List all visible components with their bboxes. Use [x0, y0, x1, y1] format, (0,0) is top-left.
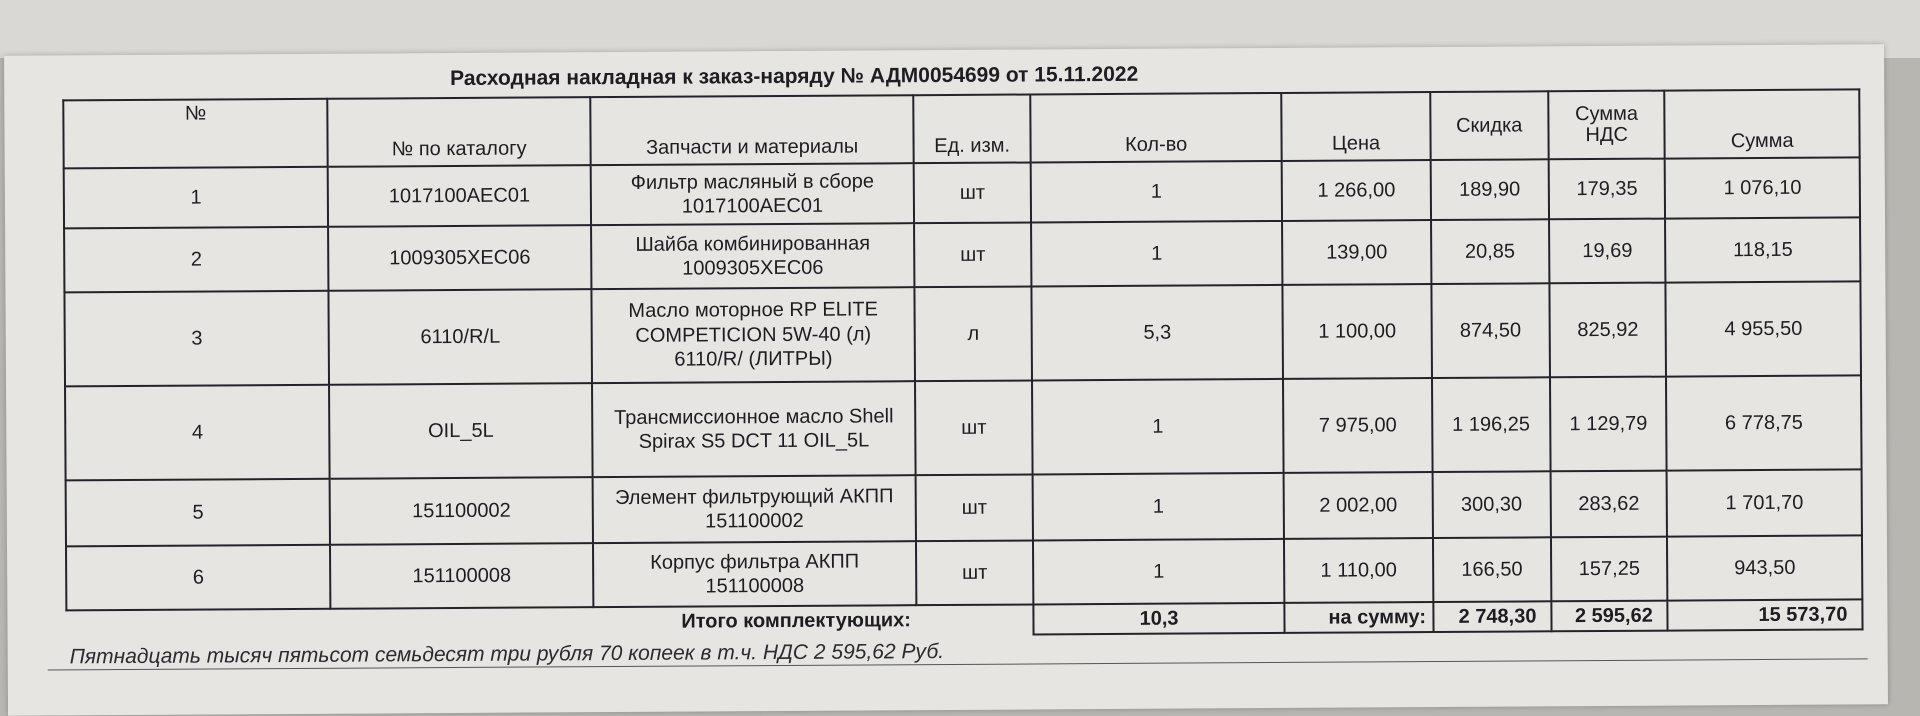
cell-discount: 300,30 — [1432, 471, 1551, 538]
table-row — [64, 217, 1860, 292]
totals-label: Итого комплектующих: — [681, 609, 911, 633]
totals-qty: 10,3 — [1033, 603, 1285, 635]
cell-catalog: 151100008 — [330, 543, 593, 609]
cell-catalog: OIL_5L — [329, 383, 592, 479]
cell-price: 139,00 — [1283, 220, 1431, 285]
cell-num: 6 — [66, 545, 331, 611]
cell-num: 3 — [64, 291, 329, 387]
cell-num: 1 — [64, 167, 329, 229]
cell-qty: 1 — [1031, 221, 1283, 287]
document-title: Расходная накладная к заказ-наряду № АДМ0054699 от 15.11.2022 — [449, 62, 1139, 91]
cell-catalog: 151100002 — [330, 477, 593, 545]
cell-catalog: 1017100AEC01 — [328, 165, 591, 227]
cell-num: 5 — [66, 479, 331, 547]
cell-qty: 1 — [1032, 379, 1284, 475]
cell-discount: 1 196,25 — [1432, 377, 1551, 472]
table-row — [64, 157, 1860, 228]
table-row — [64, 281, 1861, 386]
invoice-table — [62, 88, 1863, 641]
cell-name: Масло моторное RP ELITE COMPETICION 5W-40 (л) 6110/R/ (ЛИТРЫ) — [591, 287, 915, 383]
totals-sum: 15 573,70 — [1668, 599, 1863, 630]
cell-sum: 1 076,10 — [1665, 157, 1860, 218]
cell-unit: л — [915, 286, 1032, 381]
header-discount: Скидка — [1430, 91, 1549, 160]
cell-vat: 825,92 — [1549, 283, 1666, 378]
cell-discount: 189,90 — [1430, 159, 1549, 220]
table-row — [66, 469, 1862, 546]
cell-vat: 179,35 — [1549, 159, 1666, 220]
header-price: Цена — [1282, 92, 1430, 161]
amount-in-words: Пятнадцать тысяч пятьсот семьдесят три рубля 70 копеек в т.ч. НДС 2 595,62 Руб. — [69, 640, 945, 669]
cell-qty: 1 — [1033, 539, 1285, 605]
cell-unit: шт — [914, 162, 1031, 223]
totals-discount: 2 748,30 — [1433, 601, 1552, 632]
header-catalog: № по каталогу — [328, 97, 591, 167]
cell-price: 1 266,00 — [1282, 160, 1430, 221]
cell-sum: 943,50 — [1667, 535, 1862, 600]
cell-num: 2 — [64, 227, 329, 293]
cell-qty: 1 — [1030, 161, 1282, 223]
invoice-paper — [4, 44, 1888, 715]
header-qty: Кол-во — [1030, 93, 1282, 163]
header-unit: Ед. изм. — [914, 94, 1031, 163]
totals-amount-label: на сумму: — [1285, 602, 1433, 633]
cell-sum: 4 955,50 — [1666, 281, 1861, 376]
cell-name: Корпус фильтра АКПП 151100008 — [593, 541, 917, 607]
cell-price: 7 975,00 — [1283, 378, 1432, 473]
header-sum: Сумма — [1665, 89, 1860, 158]
header-num: № — [63, 99, 328, 169]
cell-num: 4 — [65, 385, 330, 481]
cell-catalog: 6110/R/L — [329, 289, 592, 385]
header-name: Запчасти и материалы — [590, 95, 914, 165]
cell-discount: 20,85 — [1431, 219, 1550, 284]
cell-sum: 6 778,75 — [1666, 375, 1861, 470]
header-row — [63, 89, 1859, 168]
cell-price: 2 002,00 — [1284, 472, 1432, 539]
cell-price: 1 100,00 — [1283, 284, 1432, 379]
cell-vat: 19,69 — [1549, 219, 1666, 284]
table-row — [66, 535, 1862, 610]
cell-unit: шт — [915, 380, 1032, 475]
cell-name: Фильтр масляный в сборе 1017100AEC01 — [590, 163, 914, 225]
totals-spacer — [917, 604, 1034, 635]
cell-price: 1 110,00 — [1284, 538, 1432, 603]
cell-sum: 118,15 — [1665, 217, 1860, 282]
table-row — [65, 375, 1862, 480]
cell-name: Шайба комбинированная 1009305XEC06 — [591, 223, 915, 289]
cell-unit: шт — [916, 474, 1033, 541]
cell-vat: 1 129,79 — [1550, 377, 1667, 472]
cell-discount: 874,50 — [1431, 283, 1550, 378]
totals-vat: 2 595,62 — [1551, 601, 1668, 632]
cell-name: Трансмиссионное масло Shell Spirax S5 DCT 11 OIL_5L — [592, 381, 916, 477]
cell-vat: 283,62 — [1551, 471, 1668, 538]
cell-vat: 157,25 — [1551, 537, 1668, 602]
cell-sum: 1 701,70 — [1667, 469, 1862, 536]
header-vat: Сумма НДС — [1548, 91, 1665, 160]
cell-name: Элемент фильтрующий АКПП 151100002 — [592, 475, 916, 543]
cell-qty: 5,3 — [1031, 285, 1283, 381]
cell-discount: 166,50 — [1433, 537, 1552, 602]
cell-unit: шт — [914, 222, 1031, 287]
cell-unit: шт — [916, 540, 1033, 605]
cell-catalog: 1009305XEC06 — [328, 225, 591, 291]
cell-qty: 1 — [1032, 473, 1284, 541]
